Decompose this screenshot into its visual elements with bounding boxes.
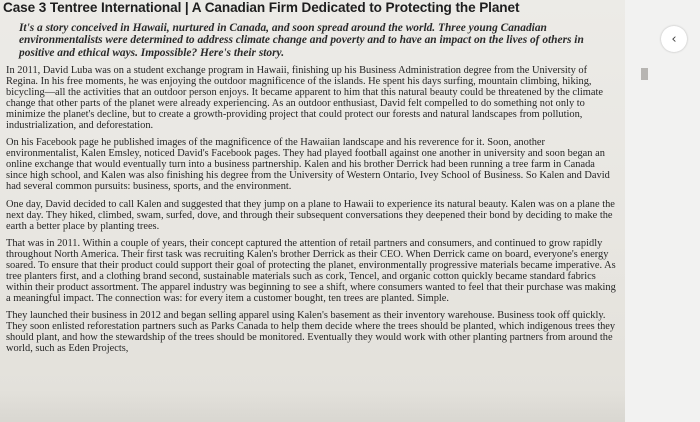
chevron-left-icon: ‹ (671, 31, 677, 47)
paragraph: They launched their business in 2012 and began selling apparel using Kalen's basement as their inventory warehouse. Business took off quickly. They soon enlisted reforestation partners such as Parks Canada to help them decide where the trees should be planted, which indigenous trees they should plant, and how the stewardship of the trees should be monitored. Eventually they would work with other planting partners from around the world, such as Eden Projects, (6, 309, 616, 355)
paragraph: In 2011, David Luba was on a student exchange program in Hawaii, finishing up his Business Administration degree from the University of Regina. In his free moments, he was enjoying the outdoor magnificence of the islands. He spent his days surfing, mountain climbing, hiking, bicycling—all the activities that an outdoor person enjoys. It became apparent to him that this natural beauty could be threatened by the climate change that other parts of the planet were already experiencing. As an outdoor enthusiast, David felt compelled to do something not only to minimize the planet's decline, but to create a growth-providing project that could protect our forests and natural landscapes from pollution, industrialization, and deforestation. (6, 65, 603, 132)
paragraph: On his Facebook page he published images of the magnificence of the Hawaiian landscape and his reverence for it. Soon, another environmentalist, Kalen Emsley, noticed David's Facebook pages. They had played football against one another in university and soon began an online exchange that would eventually turn into a business partnership. Kalen and his brother Derrick had been running a tree farm in Canada since high school, and Kalen was also finishing his degree from the University of Western Ontario, Ivey School of Business. So Kalen and David had several common pursuits: business, sports, and the environment. (6, 137, 610, 193)
paragraph: That was in 2011. Within a couple of years, their concept captured the attention of retail partners and consumers, and continued to grow rapidly throughout North America. Their first task was recruiting Kalen's brother Derrick as their CEO. When Derrick came on board, everyone's energy soared. To ensure that their product could support their goal of protecting the planet, environmentally progressive materials became imperative. As tree planters first, and a clothing brand second, sustainable materials such as cork, Tencel, and organic cotton quickly became standard fabrics within their product assortment. The apparel industry was beginning to see a shift, where consumers wanted to feel that their purchase was making a meaningful impact. The connection was: for every item a customer bought, ten trees are planted. Simple. (6, 237, 616, 304)
case-intro: It's a story conceived in Hawaii, nurtured in Canada, and soon spread around the world. Three young Canadian environmentalists were determined to address climate change and poverty and to have an impact on the lives of others in positive and ethical ways. Impossible? Here's their story. (19, 22, 584, 59)
case-title: Case 3 Tentree International | A Canadian Firm Dedicated to Protecting the Planet (3, 0, 520, 15)
scrollbar-thumb[interactable] (641, 68, 648, 80)
back-button[interactable] (661, 26, 687, 52)
page-bottom-shadow (0, 390, 625, 422)
case-body (6, 65, 618, 360)
paragraph: One day, David decided to call Kalen and suggested that they jump on a plane to Hawaii to experience its natural beauty. Kalen was on a plane the next day. They hiked, climbed, swam, surfed, dove, and through their subsequent conversations they deepened their bond by deciding to make the earth a better place by planting trees. (6, 198, 615, 232)
side-panel (625, 0, 700, 422)
